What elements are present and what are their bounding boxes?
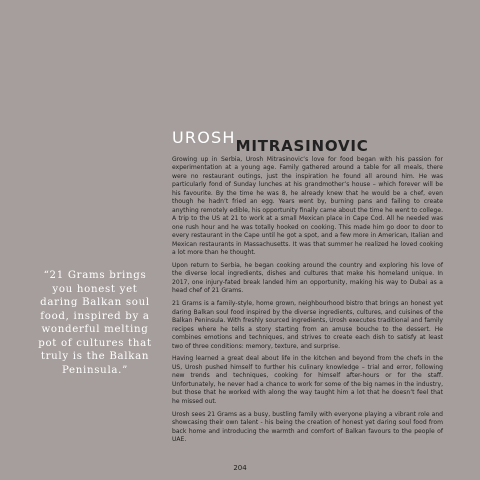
page-number: 204 [233, 464, 247, 472]
pull-quote: “21 Grams brings you honest yet daring Balkan soul food, inspired by a wonderful melting pot of cultures that truly is the Balkan Peninsula.” [38, 270, 152, 376]
article-paragraph-5: Urosh sees 21 Grams as a busy, bustling family with everyone playing a vibrant role and showcasing their own talent - his being the creation of honest yet daring soul food from back home and introducing the warmth and comfort of Balkan favours to the people of UAE. [172, 410, 443, 444]
chef-first-name: UROSH [172, 128, 236, 147]
article-paragraph-4: Having learned a great deal about life in the kitchen and beyond from the chefs in the US, Urosh pushed himself to further his culinary knowledge – trial and error, following new trends and techniques, cooking for himself after-hours or for the staff. Unfortunately, he never had a chance to work for some of the big names in the industry, but those that he worked with along the way taught him a lot that he doesn’t feel that he missed out. [172, 355, 443, 405]
article-paragraph-1: Growing up in Serbia, Urosh Mitrasinovic’s love for food began with his passion for experimentation at a young age. Family gathered around a table for all meals, there were no restaurant outings, just the inspiration he found all around him. He was particularly fond of Sunday lunches at his grandmother’s house – which forever will be his favourite. By the time he was 8, he already knew that he would be a chef, even though he hadn’t fried an egg. Years went by, burning pans and failing to create anything remotely edible, his opportunity finally came about the time he went to college. A trip to the US at 21 to work at a small Mexican place in Cape Cod. All he needed was one rush hour and he was totally hooked on cooking. This made him go door to door to every restaurant in the Cape until he got a spot, and a few more in American, Italian and Mexican restaurants in Massachusetts. It was that summer he realized he loved cooking a lot more than he thought. [172, 156, 443, 256]
chef-last-name: MITRASINOVIC [235, 137, 369, 155]
article-paragraph-2: Upon return to Serbia, he began cooking around the country and exploring his love of the diverse local ingredients, dishes and cultures that make his homeland unique. In 2017, one injury-fated break landed him an opportunity, making his way to Dubai as a head chef of 21 Grams. [172, 261, 443, 295]
article-paragraph-3: 21 Grams is a family-style, home grown, neighbourhood bistro that brings an honest yet daring Balkan soul food inspired by the diverse ingredients, cultures, and cuisines of the Balkan Peninsula. With freshly sourced ingredients, Urosh executes traditional and family recipes where he tells a story starting from an amuse bouche to the dessert. He combines emotions and techniques, and strives to create each dish to satisfy at least two of three conditions: memory, texture, and surprise. [172, 300, 443, 350]
article-body [172, 156, 443, 449]
chef-name-heading [172, 128, 369, 155]
